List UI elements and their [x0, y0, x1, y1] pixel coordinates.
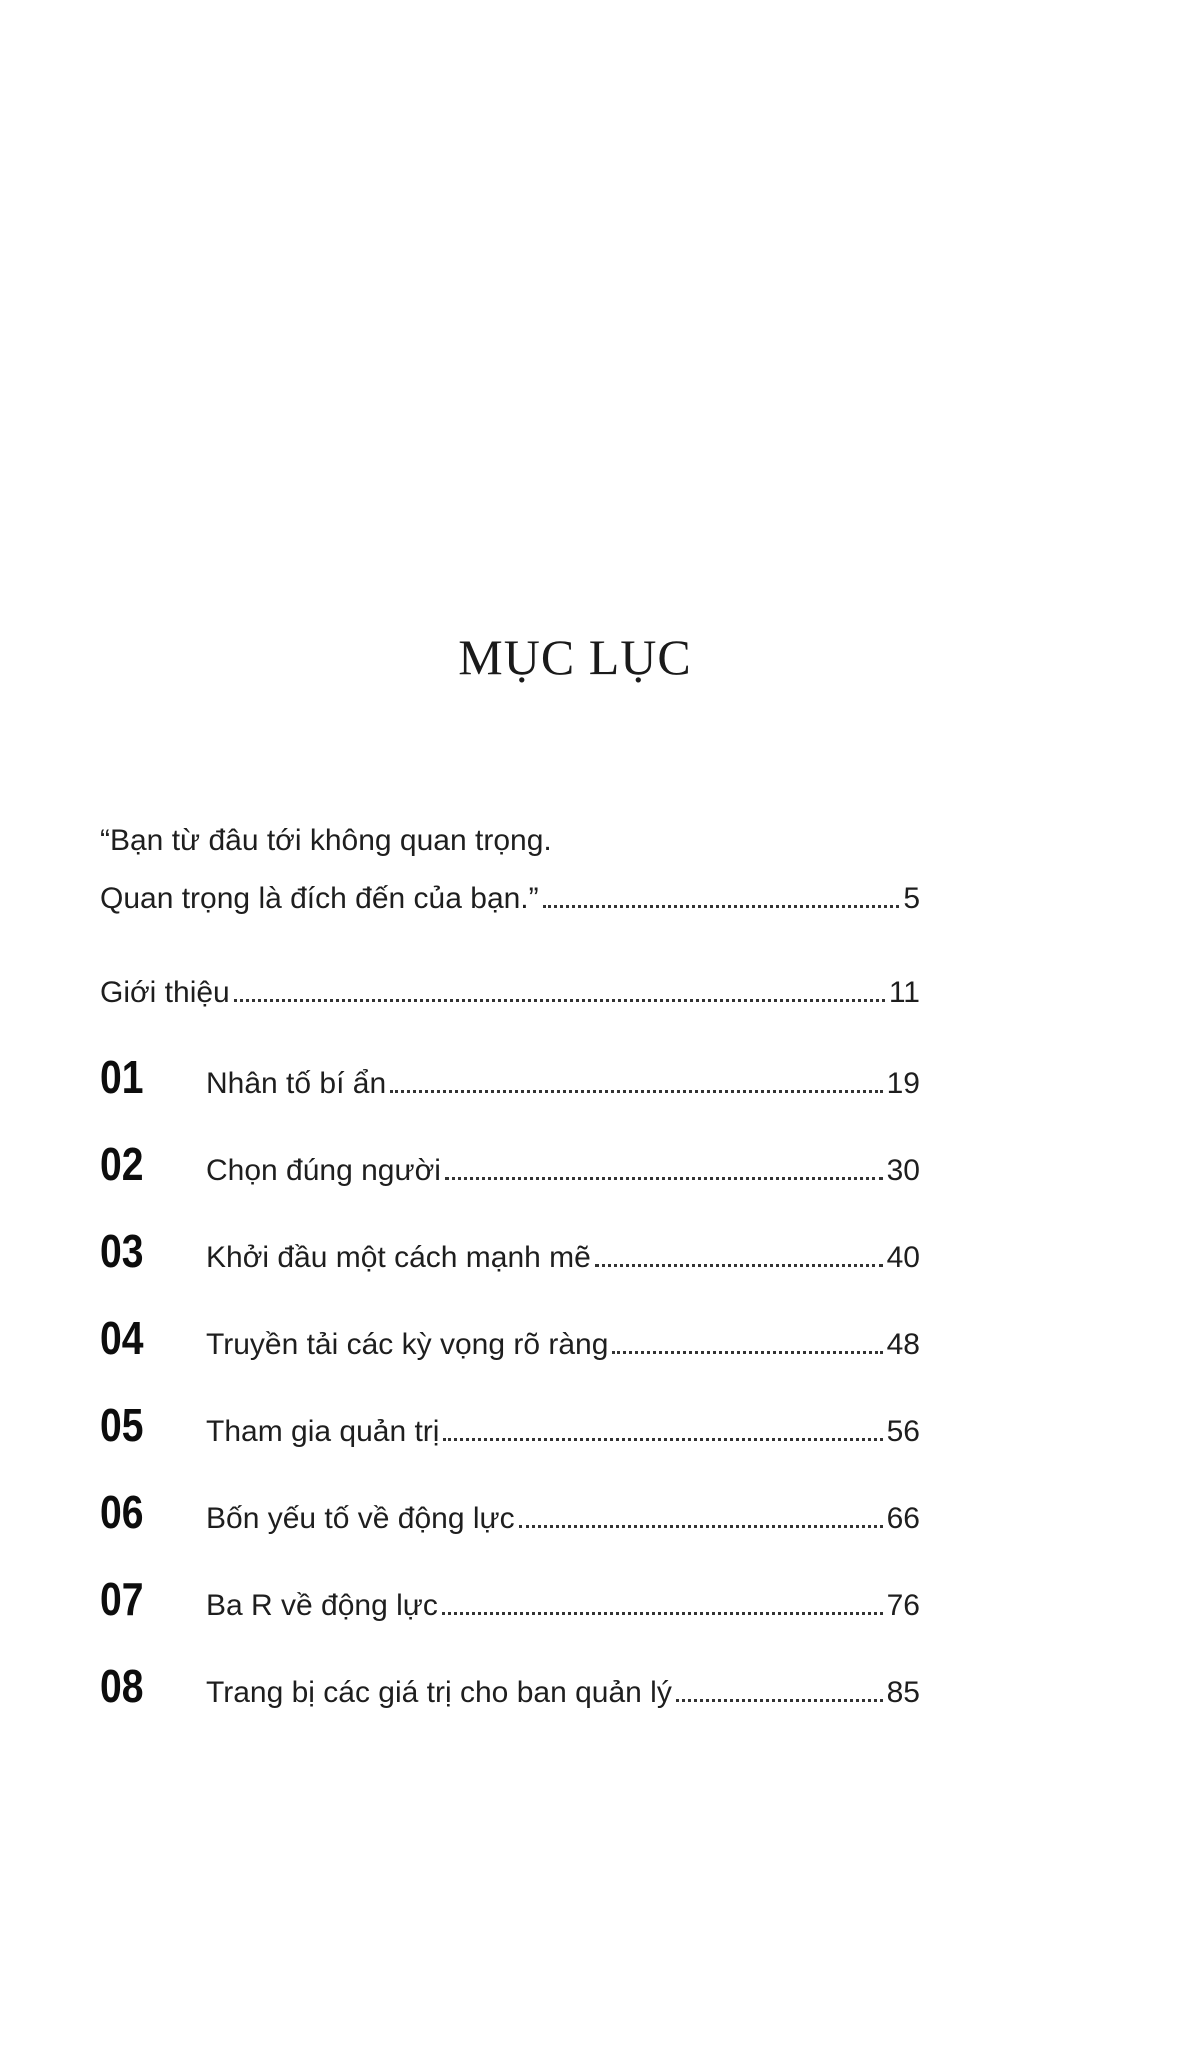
dot-leader	[442, 1612, 883, 1615]
intro-label: Giới thiệu	[100, 976, 230, 1009]
toc-entry-chapter-2	[100, 1137, 920, 1191]
toc-entry-intro	[100, 976, 920, 1010]
dot-leader	[676, 1699, 883, 1702]
chapter-title: Truyền tải các kỳ vọng rõ ràng	[206, 1328, 609, 1361]
chapter-number: 05	[100, 1399, 144, 1451]
chapter-title: Trang bị các giá trị cho ban quản lý	[206, 1676, 672, 1709]
page-title: MỤC LỤC	[458, 629, 692, 685]
chapter-title: Khởi đầu một cách mạnh mẽ	[206, 1241, 591, 1274]
chapter-title: Nhân tố bí ẩn	[206, 1067, 387, 1100]
quote-line-1	[100, 824, 600, 858]
chapter-title: Chọn đúng người	[206, 1154, 441, 1187]
page-number: 19	[886, 1067, 920, 1100]
toc-entry-chapter-3	[100, 1224, 920, 1278]
toc-entry-chapter-6	[100, 1485, 920, 1539]
dot-leader	[543, 905, 900, 908]
dot-leader	[595, 1264, 883, 1267]
toc-entry-chapter-5	[100, 1398, 920, 1452]
chapter-number: 07	[100, 1573, 144, 1625]
page-number: 5	[903, 882, 920, 915]
chapter-number: 02	[100, 1138, 144, 1190]
dot-leader	[445, 1177, 883, 1180]
toc-entry-chapter-4	[100, 1311, 920, 1365]
toc-entry-chapter-1	[100, 1050, 920, 1104]
dot-leader	[519, 1525, 883, 1528]
chapter-number: 06	[100, 1486, 144, 1538]
chapter-title: Ba R về động lực	[206, 1589, 438, 1622]
toc-entry-quote	[100, 882, 920, 916]
page-number: 56	[886, 1415, 920, 1448]
page-number: 48	[886, 1328, 920, 1361]
quote-text-2: Quan trọng là đích đến của bạn.”	[100, 882, 539, 915]
dot-leader	[234, 999, 885, 1002]
dot-leader	[443, 1438, 882, 1441]
page-number: 30	[886, 1154, 920, 1187]
chapter-title: Bốn yếu tố về động lực	[206, 1502, 515, 1535]
quote-text-1: “Bạn từ đâu tới không quan trọng.	[100, 824, 552, 857]
page-number: 11	[888, 976, 920, 1009]
chapter-number: 01	[100, 1051, 144, 1103]
page-number: 76	[886, 1589, 920, 1622]
toc-entry-chapter-7	[100, 1572, 920, 1626]
dot-leader	[390, 1090, 882, 1093]
toc-entry-chapter-8	[100, 1659, 920, 1713]
chapter-number: 04	[100, 1312, 144, 1364]
chapter-title: Tham gia quản trị	[206, 1415, 440, 1448]
page-number: 66	[886, 1502, 920, 1535]
chapter-number: 08	[100, 1660, 144, 1712]
page-number: 40	[886, 1241, 920, 1274]
dot-leader	[612, 1351, 882, 1354]
chapter-number: 03	[100, 1225, 144, 1277]
page-number: 85	[886, 1676, 920, 1709]
